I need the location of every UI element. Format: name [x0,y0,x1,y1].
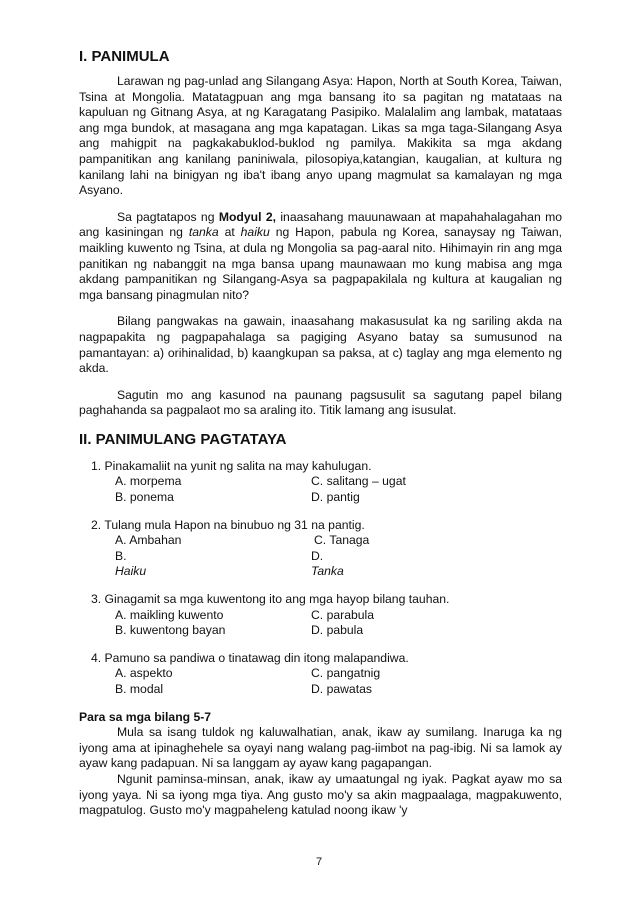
choice-a: A. morpema [115,474,182,489]
items-5-7-heading: Para sa mga bilang 5-7 [79,709,212,724]
question-2 [91,518,562,580]
choices [115,608,562,639]
text-run: Sa pagtatapos ng [117,209,219,224]
text-run: ng Hapon, pabula ng Korea, sanaysay ng Taiwan, maikling kuwento ng Tsina, at dula ng Mongolia sa pag-aaral nito. Hihimayin rin ang mga panitikan ng nabanggit na mga bansa upang maunawaan mo kung mabisa ang mga akdang pampanitikan ng Silangang-Asya sa pagpapakilala ng kultura at kaugalian ng mga bansang pinagmulan nito? [79,225,563,302]
section-heading-pagtataya: II. PANIMULANG PAGTATAYA [79,430,287,448]
question-stem: 4. Pamuno sa pandiwa o tinatawag din itong malapandiwa. [91,650,409,665]
instruction-paragraph: Sagutin mo ang kasunod na paunang pagsusulit sa sagutang papel bilang paghahanda sa pagpalaot mo sa araling ito. Titik lamang ang isusulat. [79,387,562,418]
question-stem: 3. Ginagamit sa mga kuwentong ito ang mga hayop bilang tauhan. [91,592,450,607]
choice-text: Tanka [311,564,344,579]
choice-b: B. kuwentong bayan [115,623,226,638]
story-paragraph-1: Mula sa isang tuldok ng kaluwalhatian, anak, ikaw ay sumilang. Inaruga ka ng iyong ama at ipinaghehele sa oyayi nang walang pag-iimbot na pag-ibig. Ni sa lamok ay ayaw kang padapuan. Ni sa langgam ay ayaw kang pagapangan. [79,725,562,771]
question-4 [91,651,562,698]
choice-c: C. salitang – ugat [311,474,406,489]
text-run: at [218,225,241,240]
choices [115,666,562,697]
document-page [79,48,562,819]
choice-a: A. aspekto [115,666,173,681]
choice-a: A. Ambahan [115,533,182,548]
section-heading-panimula: I. PANIMULA [79,48,170,65]
choice-b: B. ponema [115,490,174,505]
final-task-paragraph: Bilang pangwakas na gawain, inaasahang makasusulat ka ng sariling akda na nagpapakita ng pagpapahalaga sa pagiging Asyano batay sa sumusunod na pamantayan: a) orihinalidad, b) kaangkupan sa paksa, at c) taglay ang mga elemento ng akda. [79,314,562,376]
page-number: 7 [315,856,323,868]
choice-letter: D. [311,548,324,563]
objective-paragraph [79,210,562,304]
choices [115,474,562,505]
choice-d: D. pantig [311,490,360,505]
text-run: inaasahang mauunawaan at mapahahalagahan mo ang kasiningan ng [79,209,563,240]
choice-c: C. Tanaga [314,533,370,548]
tanka-term: tanka [188,225,219,240]
story-paragraph-2: Ngunit paminsa-minsan, anak, ikaw ay umaatungal ng iyak. Pagkat ayaw mo sa iyong yaya. Ni sa iyong mga tiya. Ang gusto mo'y sa akin magpaalaga, magpakuwento, magpatulog. Gusto mo'y magpaheleng katulad noong ikaw 'y [79,771,562,818]
choice-a: A. maikling kuwento [115,607,224,622]
choice-c: C. pangatnig [311,666,381,681]
intro-paragraph: Larawan ng pag-unlad ang Silangang Asya: Hapon, North at South Korea, Taiwan, Tsina at Mongolia. Matatagpuan ang mga bansang ito sa pagitan ng matataas na kapuluan ng Gitnang Asya, at ng Karagatang Pasipiko. Malalalim ang lambak, matataas ang mga bundok, at masagana ang mga kapatagan. Likas sa mga taga-Silangang Asya ang mahigpit na pagkakabuklod-buklod ng pamilya. Makikita sa mga akdang pampanitikan ang kanilang paniniwala, pilosopiya,katangian, kaugalian, at kultura ng kanilang lahi na binigyan ng iba't ibang anyo upang magmulat sa kamalayan ng mga Asyano. [79,74,562,198]
choice-d [311,549,491,580]
haiku-term: haiku [240,225,270,240]
choice-b [115,549,311,580]
question-3 [91,592,562,639]
question-stem: 2. Tulang mula Hapon na binubuo ng 31 na pantig. [91,517,365,532]
choice-d: D. pabula [311,623,364,638]
choice-text: Haiku [115,564,147,579]
choice-d: D. pawatas [311,682,372,696]
modyul-label: Modyul 2, [218,209,276,224]
choice-c: C. parabula [311,607,375,622]
choice-b: B. modal [115,682,164,696]
question-stem: 1. Pinakamaliit na yunit ng salita na may kahulugan. [91,458,372,473]
choices [115,533,562,580]
choice-letter: B. [115,548,127,563]
question-1 [91,459,562,506]
